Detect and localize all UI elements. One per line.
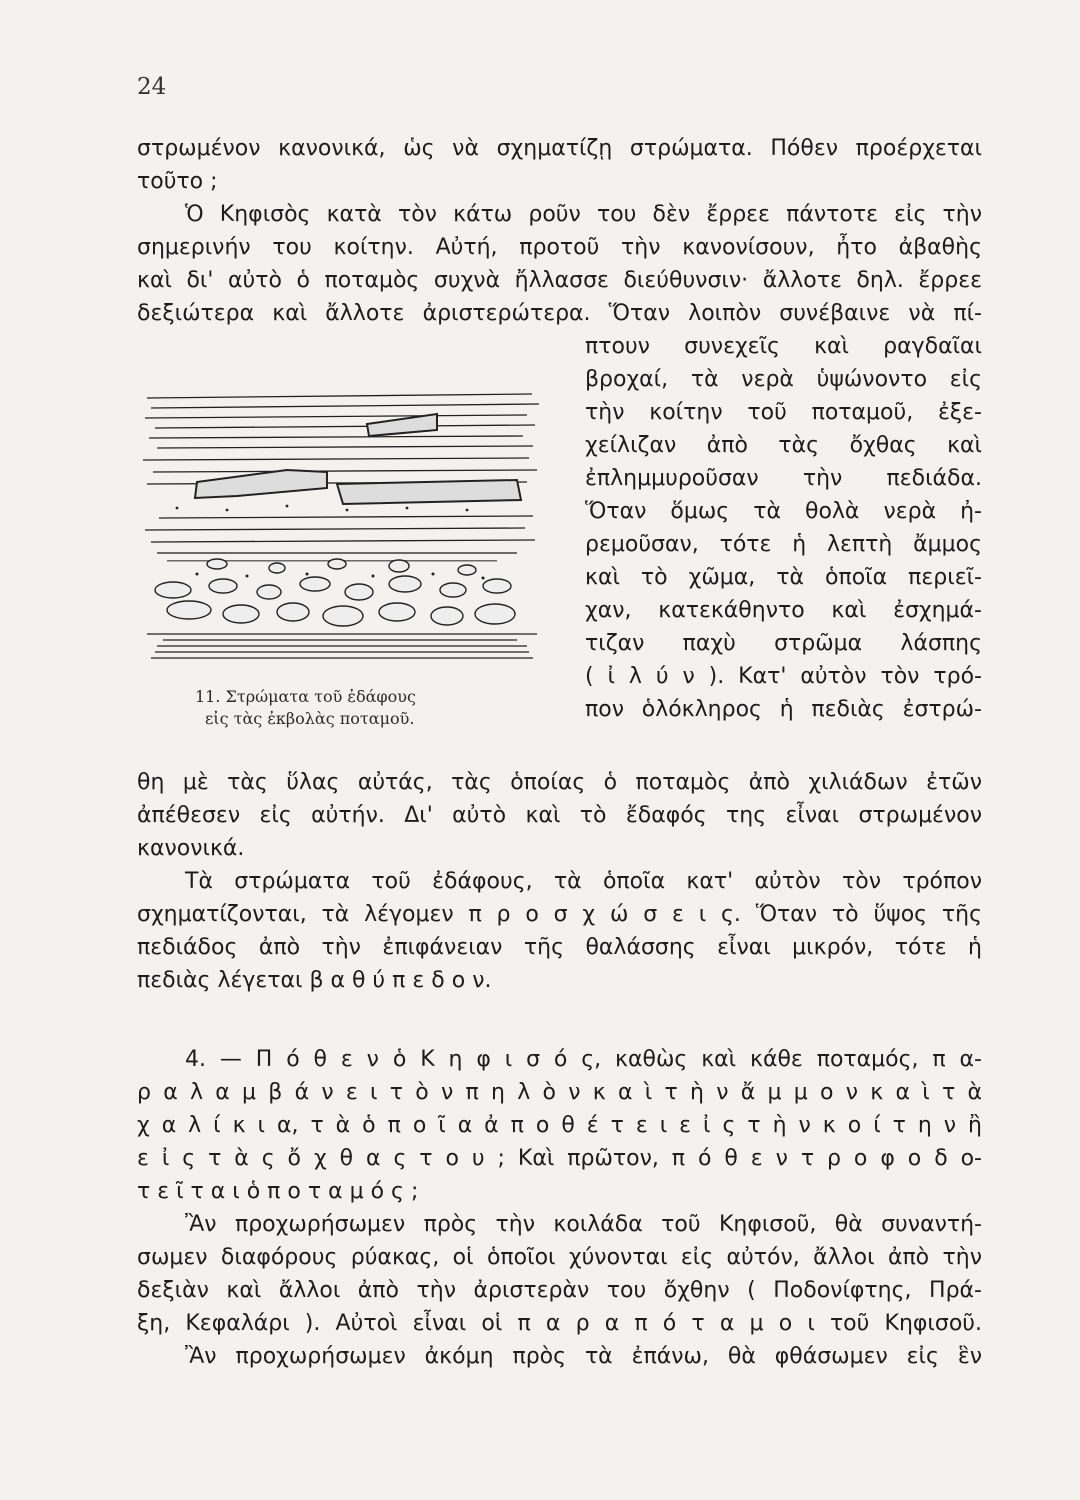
- caption-line: 11. Στρώματα τοῦ ἐδάφους: [195, 687, 416, 706]
- paragraph-intro: [137, 132, 982, 330]
- text-line: δεξιώτερα καὶ ἄλλοτε ἀριστερώτερα. Ὅταν λοιπὸν συνέβαινε νὰ πί-: [137, 301, 982, 326]
- text-line: καὶ τὸ χῶμα, τὰ ὁποῖα περιεῖ-: [585, 565, 982, 590]
- text-line: χείλιζαν ἀπὸ τὰς ὄχθας καὶ: [585, 433, 982, 458]
- text-line: Τὰ στρώματα τοῦ ἐδάφους, τὰ ὁποῖα κατ' αὐτὸν τὸν τρόπον: [185, 869, 982, 894]
- page-number: 24: [137, 74, 167, 100]
- text-line: Ἂν προχωρήσωμεν ἀκόμη πρὸς τὰ ἐπάνω, θὰ φθάσωμεν εἰς ἓν: [185, 1344, 982, 1369]
- text-line: πτουν συνεχεῖς καὶ ραγδαῖαι: [585, 334, 982, 359]
- text-line: Ἂν προχωρήσωμεν πρὸς τὴν κοιλάδα τοῦ Κηφισοῦ, θὰ συναντή-: [185, 1212, 982, 1237]
- text-line: ἀπέθεσεν εἰς αὐτήν. Δι' αὐτὸ καὶ τὸ ἔδαφός της εἶναι στρωμένον: [137, 803, 982, 828]
- text-line: βροχαί, τὰ νερὰ ὑψώνοντο εἰς: [585, 367, 982, 392]
- text-line: ρεμοῦσαν, τότε ἡ λεπτὴ ἄμμος: [585, 532, 982, 557]
- text-line: ξη, Κεφαλάρι ). Αὐτοὶ εἶναι οἱ π α ρ α π ό τ α μ ο ι τοῦ Κηφισοῦ.: [137, 1311, 982, 1336]
- text-line: τ ε ῖ τ α ι ὁ π ο τ α μ ό ς ;: [137, 1179, 419, 1204]
- text-line: σημερινήν του κοίτην. Αὐτή, προτοῦ τὴν κανονίσουν, ἦτο ἀβαθὴς: [137, 235, 982, 260]
- text-line: πον ὁλόκληρος ἡ πεδιὰς ἐστρώ-: [585, 697, 982, 722]
- text-line: χ α λ ί κ ι α, τ ὰ ὁ π ο ῖ α ἀ π ο θ έ τ ε ι ε ἰ ς τ ὴ ν κ ο ί τ η ν ἢ: [137, 1113, 982, 1138]
- text-line: Ὁ Κηφισὸς κατὰ τὸν κάτω ροῦν του δὲν ἔρρεε πάντοτε εἰς τὴν: [185, 202, 982, 227]
- text-line: σχηματίζονται, τὰ λέγομεν π ρ ο σ χ ώ σ ε ι ς. Ὅταν τὸ ὕψος τῆς: [137, 902, 982, 927]
- text-line: θη μὲ τὰς ὕλας αὐτάς, τὰς ὁποίας ὁ ποταμὸς ἀπὸ χιλιάδων ἐτῶν: [137, 770, 982, 795]
- text-line: ( ἰ λ ύ ν ). Κατ' αὐτὸν τὸν τρό-: [585, 664, 982, 689]
- soil-strata-illustration: [137, 384, 557, 684]
- text-line: τοῦτο ;: [137, 169, 218, 194]
- paragraph-continued: [137, 766, 982, 997]
- text-line: ε ἰ ς τ ὰ ς ὄ χ θ α ς τ ο υ ; Καὶ πρῶτον, π ό θ ε ν τ ρ ο φ ο δ ο-: [137, 1146, 982, 1171]
- section-heading-line: 4. — Π ό θ ε ν ὁ Κ η φ ι σ ό ς, καθὼς καὶ κάθε ποταμός, π α-: [185, 1047, 982, 1072]
- text-line: χαν, κατεκάθηντο καὶ ἐσχημά-: [585, 598, 982, 623]
- text-line: καὶ δι' αὐτὸ ὁ ποταμὸς συχνὰ ἤλλασσε διεύθυνσιν· ἄλλοτε δηλ. ἔρρεε: [137, 268, 982, 293]
- section-4: [137, 1043, 982, 1373]
- text-line: σωμεν διαφόρους ρύακας, οἱ ὁποῖοι χύνονται εἰς αὐτόν, ἄλλοι ἀπὸ τὴν: [137, 1245, 982, 1270]
- text-line: τιζαν παχὺ στρῶμα λάσπης: [585, 631, 982, 656]
- text-line: πεδιὰς λέγεται β α θ ύ π ε δ ο ν.: [137, 968, 492, 993]
- text-line: Ὅταν ὅμως τὰ θολὰ νερὰ ἠ-: [585, 499, 982, 524]
- text-line: τὴν κοίτην τοῦ ποταμοῦ, ἐξε-: [585, 400, 982, 425]
- figure-caption: [195, 686, 416, 730]
- text-line: πεδιάδος ἀπὸ τὴν ἐπιφάνειαν τῆς θαλάσσης εἶναι μικρόν, τότε ἡ: [137, 935, 982, 960]
- text-line: ἐπλημμυροῦσαν τὴν πεδιάδα.: [585, 466, 982, 491]
- caption-line: εἰς τὰς ἐκβολὰς ποταμοῦ.: [205, 709, 415, 728]
- text-line: στρωμένον κανονικά, ὡς νὰ σχηματίζῃ στρώματα. Πόθεν προέρχεται: [137, 136, 982, 161]
- text-line: κανονικά.: [137, 836, 245, 861]
- text-line: δεξιὰν καὶ ἄλλοι ἀπὸ τὴν ἀριστερὰν του ὄχθην ( Ποδονίφτης, Πρά-: [137, 1278, 982, 1303]
- text-line: ρ α λ α μ β ά ν ε ι τ ὸ ν π η λ ὸ ν κ α ὶ τ ὴ ν ἄ μ μ ο ν κ α ὶ τ ὰ: [137, 1080, 982, 1105]
